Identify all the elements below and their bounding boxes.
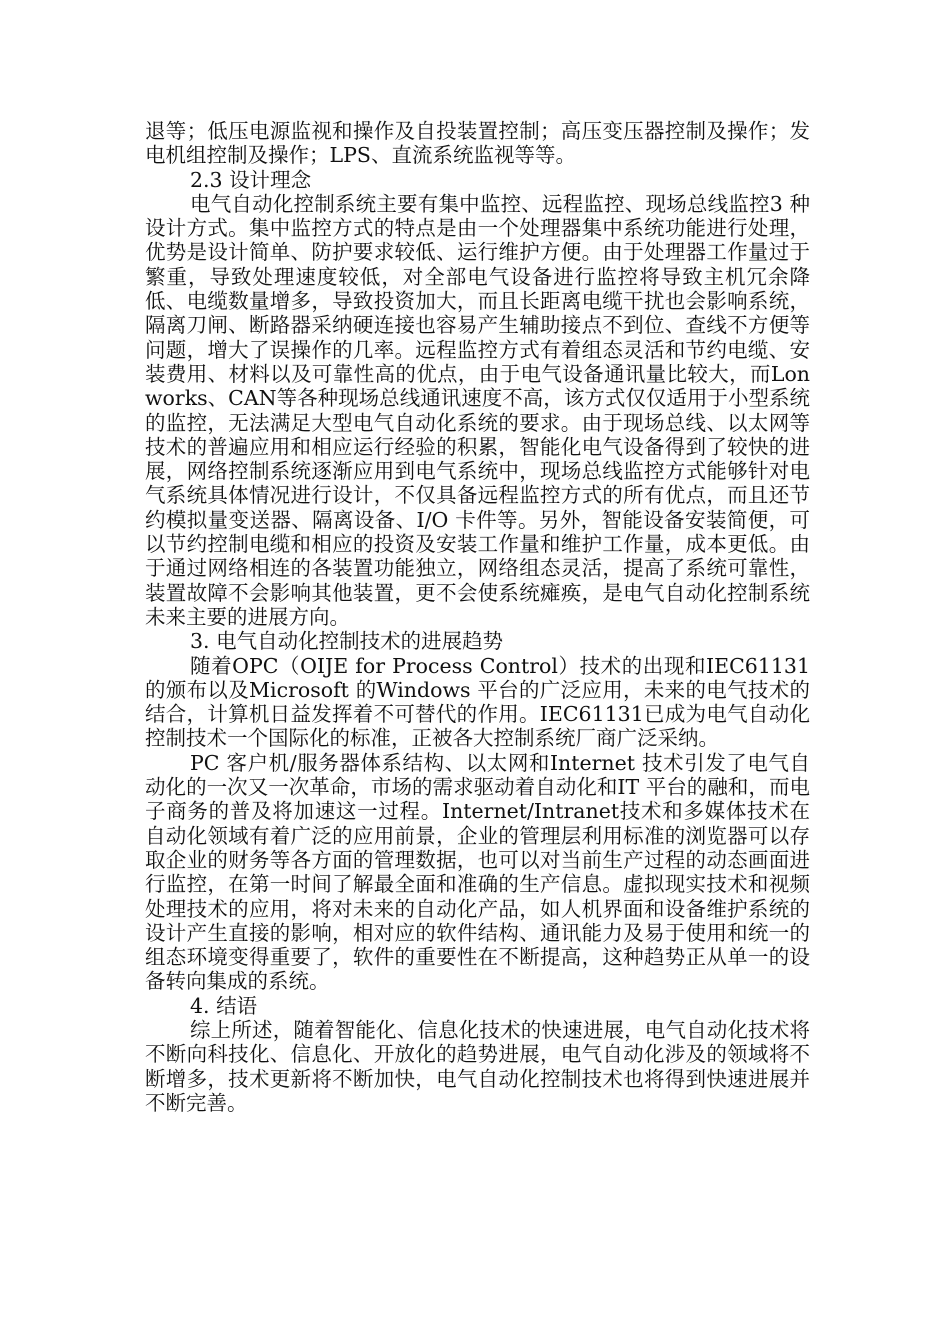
heading-4-conclusion: 4. 结语 [190, 993, 258, 1018]
paragraph-trend-opc: 随着OPC（OIJE for Process Control）技术的出现和IEC61131的颁布以及Microsoft 的Windows 平台的广泛应用，未来的电气技术的结合，计算机日益发挥着不可替代的作用。IEC61131已成为电气自动化控制技术一个国际化的标准，正被各大控制系统厂商广泛采纳。 [145, 653, 810, 751]
paragraph-conclusion: 综上所述，随着智能化、信息化技术的快速进展，电气自动化技术将不断向科技化、信息化、开放化的趋势进展，电气自动化涉及的领域将不断增多，技术更新将不断加快，电气自动化控制技术也将得到快速进展并不断完善。 [145, 1017, 810, 1115]
paragraph-intro-continuation: 退等；低压电源监视和操作及自投装置控制；高压变压器控制及操作；发电机组控制及操作；LPS、直流系统监视等等。 [145, 119, 810, 168]
heading-2-3-design-concept: 2.3 设计理念 [190, 167, 312, 192]
paragraph-design-modes: 电气自动化控制系统主要有集中监控、远程监控、现场总线监控3 种设计方式。集中监控方式的特点是由一个处理器集中系统功能进行处理，优势是设计简单、防护要求较低、运行维护方便。由于处理器工作量过于繁重，导致处理速度较低，对全部电气设备进行监控将导致主机冗余降低、电缆数量增多，导致投资加大，而且长距离电缆干扰也会影响系统，隔离刀闸、断路器采纳硬连接也容易产生辅助接点不到位、查线不方便等问题，增大了误操作的几率。远程监控方式有着组态灵活和节约电缆、安装费用、材料以及可靠性高的优点，由于电气设备通讯量比较大，而Lonworks、CAN等各种现场总线通讯速度不高，该方式仅仅适用于小型系统的监控，无法满足大型电气自动化系统的要求。由于现场总线、以太网等技术的普遍应用和相应运行经验的积累，智能化电气设备得到了较快的进展，网络控制系统逐渐应用到电气系统中，现场总线监控方式能够针对电气系统具体情况进行设计，不仅具备远程监控方式的所有优点，而且还节约模拟量变送器、隔离设备、I/O 卡件等。另外，智能设备安装简便，可以节约控制电缆和相应的投资及安装工作量和维护工作量，成本更低。由于通过网络相连的各装置功能独立，网络组态灵活，提高了系统可靠性，装置故障不会影响其他装置，更不会使系统瘫痪，是电气自动化控制系统未来主要的进展方向。 [145, 191, 810, 629]
document-page [145, 119, 810, 1115]
paragraph-trend-internet: PC 客户机/服务器体系结构、以太网和Internet 技术引发了电气自动化的一次又一次革命，市场的需求驱动着自动化和IT 平台的融和，而电子商务的普及将加速这一过程。Internet/Intranet技术和多媒体技术在自动化领域有着广泛的应用前景，企业的管理层利用标准的浏览器可以存取企业的财务等各方面的管理数据，也可以对当前生产过程的动态画面进行监控，在第一时间了解最全面和准确的生产信息。虚拟现实技术和视频处理技术的应用，将对未来的自动化产品，如人机界面和设备维护系统的设计产生直接的影响，相对应的软件结构、通讯能力及易于使用和统一的组态环境变得重要了，软件的重要性在不断提高，这种趋势正从单一的设备转向集成的系统。 [145, 750, 810, 994]
heading-3-development-trend: 3. 电气自动化控制技术的进展趋势 [190, 629, 504, 654]
